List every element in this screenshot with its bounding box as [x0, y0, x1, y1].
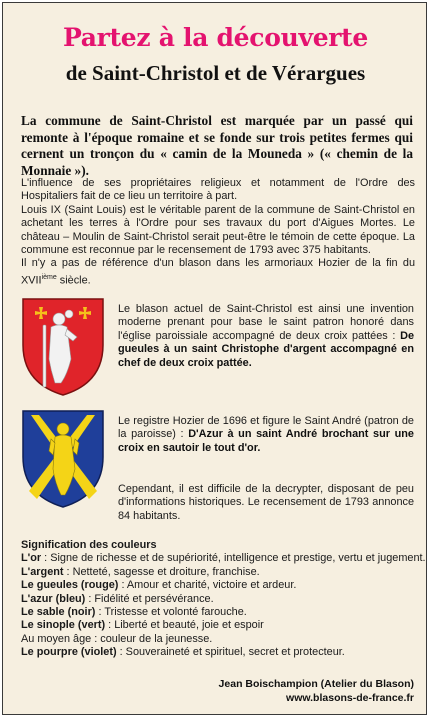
page-title: Partez à la découverte: [62, 23, 369, 52]
color-row: L'or : Signe de richesse et de supériorité, intelligence et prestige, vertu et jugement.: [21, 552, 426, 565]
saint-christol-description: [118, 303, 414, 370]
verargues-text: Le registre Hozier de 1696 et figure le Saint André (patron de la paroisse) :: [118, 415, 414, 441]
history-section: [21, 177, 415, 288]
verargues-coat-of-arms: [21, 409, 105, 509]
color-row: Le pourpre (violet) : Souveraineté et spirituel, secret et protecteur.: [21, 646, 345, 659]
author-credit: Jean Boischampion (Atelier du Blason): [218, 678, 414, 690]
color-row: Le gueules (rouge) : Amour et charité, victoire et ardeur.: [21, 579, 297, 592]
color-meanings-heading: Signification des couleurs: [21, 539, 157, 551]
verargues-description: [118, 415, 414, 455]
signature: [219, 677, 414, 705]
verargues-note: [118, 483, 414, 523]
history-paragraph-2: Louis IX (Saint Louis) est le véritable parent de la commune de Saint-Christol en achetant les terres à l'Ordre pour ses travaux du port d'Aigues Mortes. Le château – Moulin de Saint-Christol serait peut-être le témoin de cette époque. La commune est reconnue par le recensement de 1793 avec 375 habitants.: [21, 203, 415, 257]
saint-christol-coat-of-arms: [21, 297, 105, 397]
history-p3-end: siècle.: [56, 274, 91, 287]
verargues-blazon: D'Azur à un saint André brochant sur une croix en sautoir le tout d'or.: [118, 428, 414, 454]
color-row: L'argent : Netteté, sagesse et droiture, franchise.: [21, 565, 260, 578]
color-row: Au moyen âge : couleur de la jeunesse.: [21, 632, 213, 645]
history-p3-text: Il n'y a pas de référence d'un blason dans les armoriaux Hozier de la fin du XVII: [21, 257, 415, 287]
saint-christol-blazon: De gueules à un saint Christophe d'argent accompagné en chef de deux croix pattée.: [118, 329, 414, 369]
color-row: Le sinople (vert) : Liberté et beauté, joie et espoir: [21, 619, 264, 632]
intro-paragraph: La commune de Saint-Christol est marquée par un passé qui remonte à l'époque romaine et se fonde sur trois petites fermes qui cernent un tronçon du « camin de la Mouneda » (« chemin de la Monnaie »).: [21, 113, 413, 178]
color-row: L'azur (bleu) : Fidélité et persévérance.: [21, 592, 214, 605]
leaflet-page: [7, 7, 424, 712]
century-suffix: ième: [41, 273, 57, 281]
color-row: Le sable (noir) : Tristesse et volonté farouche.: [21, 606, 247, 619]
history-paragraph-3: [21, 257, 415, 287]
page-subtitle: de Saint-Christol et de Vérargues: [65, 61, 366, 85]
leaflet-frame: [2, 2, 427, 715]
color-meanings: [21, 539, 426, 660]
saint-christol-text: Le blason actuel de Saint-Christol est ainsi une invention moderne prenant pour base le saint patron honoré dans l'église paroissiale accompagné de deux croix pattées :: [118, 303, 414, 342]
website-link[interactable]: www.blasons-de-france.fr: [286, 692, 414, 704]
verargues-note-text: Cependant, il est difficile de la decrypter, disposant de peu d'informations historiques. Le recensement de 1793 annonce 84 habitants.: [118, 483, 414, 522]
history-paragraph-1: L'influence de ses propriétaires religieux et notamment de l'Ordre des Hospitaliers fait de ce lieu un territoire à part.: [21, 177, 415, 203]
